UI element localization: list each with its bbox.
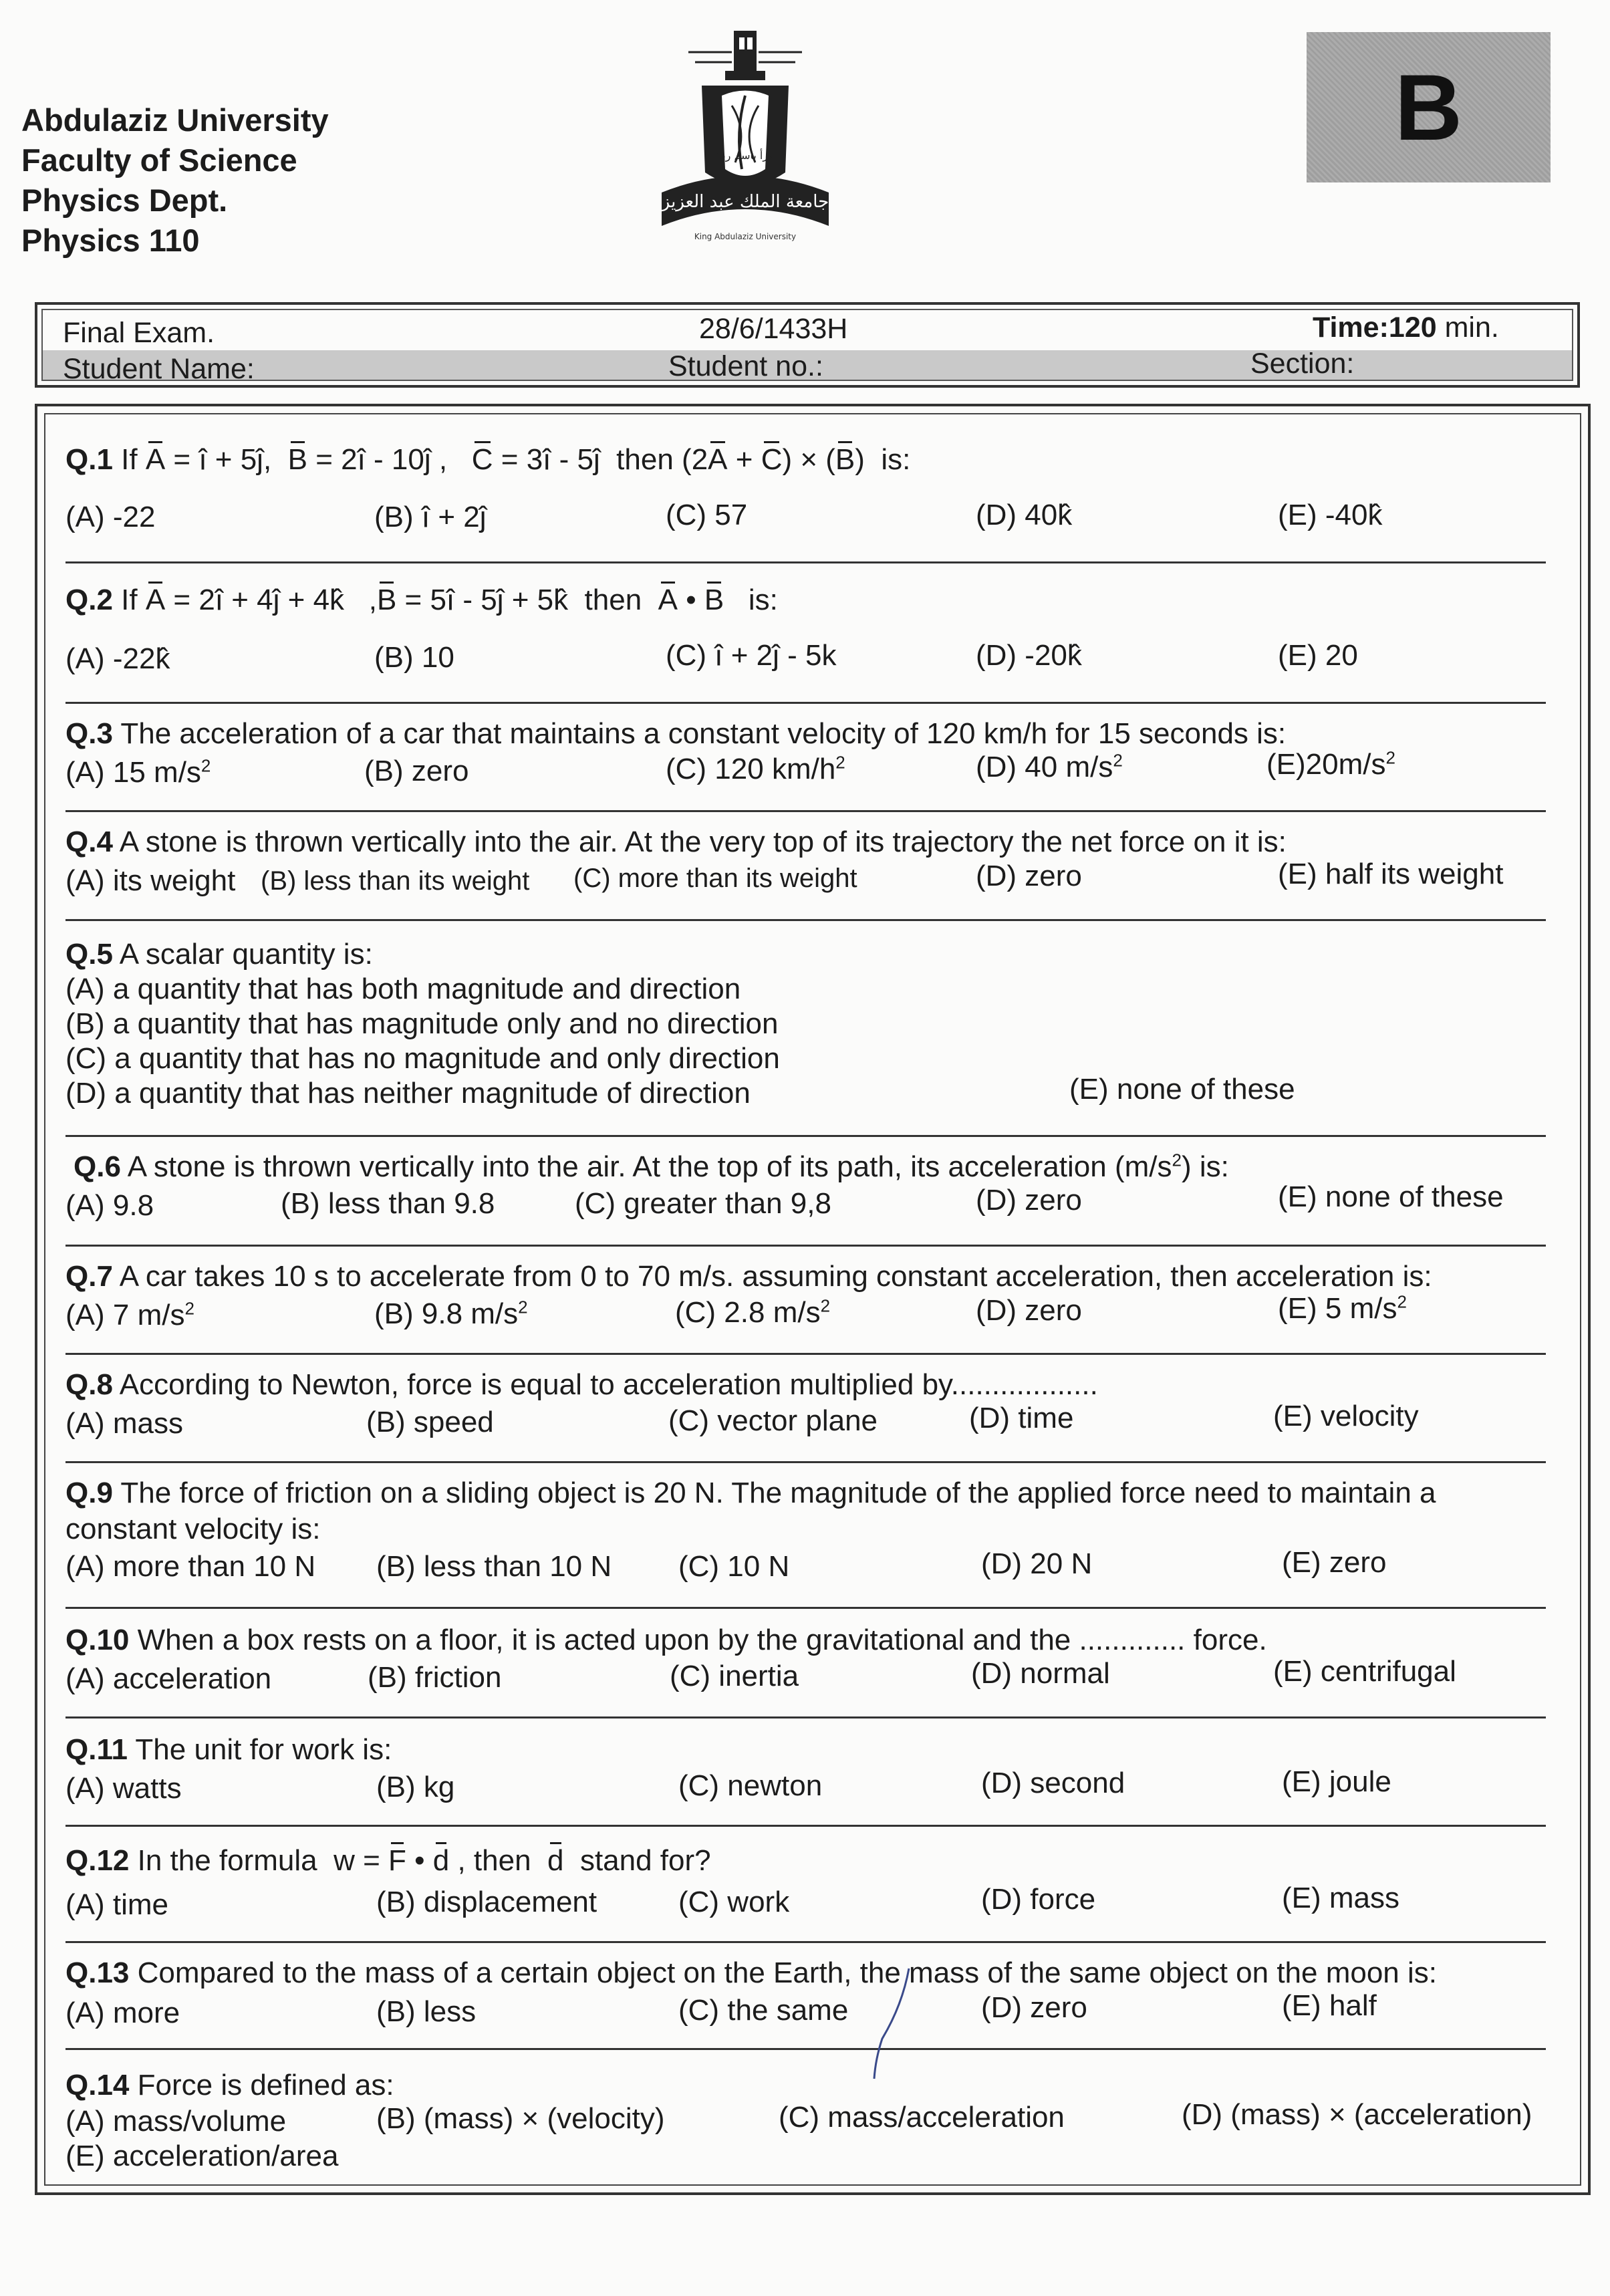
question-2-number: Q.2 (65, 584, 113, 616)
question-9-stem (65, 1476, 1436, 1511)
question-11-text: The unit for work is: (135, 1733, 392, 1766)
question-10-option-a[interactable]: (A) acceleration (65, 1662, 272, 1695)
question-14-stem (65, 2068, 394, 2103)
separator-6 (65, 1245, 1546, 1247)
question-3-number: Q.3 (65, 717, 113, 750)
question-2-option-c[interactable]: (C) î + 2ĵ - 5k (666, 639, 837, 672)
question-14-option-b[interactable]: (B) (mass) × (velocity) (376, 2102, 665, 2135)
question-5-option-b[interactable]: (B) a quantity that has magnitude only and no direction (65, 1007, 779, 1040)
question-4-text: A stone is thrown vertically into the air. At the very top of its trajectory the net force on it is: (119, 825, 1287, 858)
question-10-option-e[interactable]: (E) centrifugal (1273, 1655, 1456, 1688)
question-7-option-c[interactable] (675, 1295, 830, 1330)
pen-mark (862, 1965, 922, 2085)
question-11-option-a[interactable]: (A) watts (65, 1772, 182, 1805)
question-12-option-a[interactable]: (A) time (65, 1888, 168, 1921)
exam-time (1313, 311, 1499, 344)
question-2-option-a[interactable]: (A) -22k̂ (65, 642, 170, 675)
question-7-option-c-text: (C) 2.8 m/s (675, 1296, 821, 1329)
question-7-stem (65, 1259, 1432, 1294)
exam-info-inner (41, 309, 1573, 385)
question-13-option-a[interactable]: (A) more (65, 1997, 180, 2029)
question-10-number: Q.10 (65, 1624, 130, 1656)
question-12-option-c[interactable]: (C) work (678, 1886, 790, 1918)
question-9-number: Q.9 (65, 1477, 113, 1509)
exam-time-label: Time: (1313, 311, 1389, 344)
question-13-stem (65, 1956, 1437, 1991)
question-12-option-e[interactable]: (E) mass (1282, 1882, 1399, 1914)
department-name: Physics Dept. (21, 182, 228, 218)
question-5-text: A scalar quantity is: (119, 938, 373, 971)
question-9-text: The force of friction on a sliding object is 20 N. The magnitude of the applied force need to maintain a (120, 1477, 1436, 1509)
question-3-option-c[interactable] (666, 752, 845, 787)
question-14-option-e[interactable]: (E) acceleration/area (65, 2140, 339, 2172)
question-8-option-b[interactable]: (B) speed (366, 1406, 494, 1438)
question-14-text: Force is defined as: (137, 2069, 394, 2101)
institution-header (21, 100, 329, 261)
university-name: Abdulaziz University (21, 102, 329, 138)
question-7-option-d[interactable]: (D) zero (976, 1294, 1082, 1327)
exam-info-row-bottom (43, 348, 1572, 385)
superscript: 2 (518, 1297, 528, 1317)
question-3-option-a-text: (A) 15 m/s (65, 756, 201, 789)
question-13-option-c[interactable]: (C) the same (678, 1994, 849, 2027)
question-11-option-e[interactable]: (E) joule (1282, 1765, 1391, 1798)
question-1-option-a[interactable]: (A) -22 (65, 501, 156, 533)
question-12-option-b[interactable]: (B) displacement (376, 1886, 597, 1918)
question-10-option-c[interactable]: (C) inertia (670, 1660, 799, 1692)
section-label: Section: (1250, 348, 1355, 380)
question-3-stem (65, 717, 1286, 751)
separator-4 (65, 919, 1546, 921)
question-9-option-a[interactable]: (A) more than 10 N (65, 1550, 316, 1583)
question-8-number: Q.8 (65, 1368, 113, 1401)
superscript: 2 (1385, 747, 1395, 768)
question-13-option-d[interactable]: (D) zero (981, 1991, 1087, 2024)
logo-arabic-text: جامعة الملك عبد العزيز (661, 192, 829, 212)
question-3-option-d[interactable] (976, 750, 1123, 785)
question-11-option-c[interactable]: (C) newton (678, 1769, 823, 1802)
exam-time-value: 120 (1388, 311, 1437, 344)
question-9-stem-line2: constant velocity is: (65, 1513, 321, 1545)
question-7-option-a-text: (A) 7 m/s (65, 1299, 185, 1331)
exam-time-unit: min. (1444, 311, 1499, 344)
question-13-option-e[interactable]: (E) half (1282, 1989, 1377, 2022)
question-14-option-a[interactable]: (A) mass/volume (65, 2105, 287, 2138)
question-2-option-b[interactable]: (B) 10 (374, 641, 454, 674)
question-5-number: Q.5 (65, 938, 113, 971)
question-11-stem (65, 1733, 392, 1767)
question-3-option-b[interactable]: (B) zero (364, 755, 469, 787)
question-1-stem: Q.1 If A = î + 5ĵ, B = 2î - 10ĵ , C = 3î - 5ĵ then (2A + C) × (B) is: (65, 443, 911, 476)
superscript: 2 (1397, 1291, 1407, 1312)
question-8-text: According to Newton, force is equal to acceleration multiplied by.................. (119, 1368, 1098, 1401)
question-6-option-a[interactable]: (A) 9.8 (65, 1189, 154, 1222)
question-14-option-c[interactable]: (C) mass/acceleration (779, 2101, 1065, 2134)
separator-5 (65, 1135, 1546, 1137)
question-2-option-e[interactable]: (E) 20 (1278, 639, 1358, 672)
question-5-option-c[interactable]: (C) a quantity that has no magnitude and only direction (65, 1042, 780, 1075)
question-4-option-c[interactable]: (C) more than its weight (573, 864, 857, 893)
question-13-option-b[interactable]: (B) less (376, 1995, 477, 2028)
question-2-option-d[interactable]: (D) -20k̂ (976, 639, 1082, 672)
question-6-stem (74, 1150, 1229, 1184)
question-5-option-a[interactable]: (A) a quantity that has both magnitude and direction (65, 973, 741, 1005)
separator-13 (65, 2048, 1546, 2050)
question-6-number: Q.6 (74, 1150, 121, 1183)
faculty-name: Faculty of Science (21, 142, 297, 178)
separator-7 (65, 1353, 1546, 1355)
question-2-stem: Q.2 If A = 2î + 4ĵ + 4k̂ ,B = 5î - 5ĵ + 5k̂ then A • B is: (65, 584, 778, 616)
question-5-option-d[interactable]: (D) a quantity that has neither magnitude of direction (65, 1077, 751, 1110)
question-8-option-c[interactable]: (C) vector plane (668, 1404, 878, 1437)
question-7-option-b[interactable] (374, 1297, 528, 1331)
question-14-option-d[interactable]: (D) (mass) × (acceleration) (1182, 2098, 1532, 2131)
question-8-option-d[interactable]: (D) time (969, 1402, 1074, 1434)
question-5-stem (65, 937, 373, 972)
university-logo (648, 25, 842, 273)
question-11-option-d[interactable]: (D) second (981, 1767, 1125, 1799)
question-1-option-e[interactable]: (E) -40k̂ (1278, 499, 1383, 531)
separator-11 (65, 1825, 1546, 1827)
question-6-text-end: ) is: (1181, 1150, 1229, 1183)
question-9-option-b[interactable]: (B) less than 10 N (376, 1550, 612, 1583)
question-13-number: Q.13 (65, 1956, 130, 1989)
separator-2 (65, 702, 1546, 704)
superscript: 2 (835, 752, 845, 773)
question-1-number: Q.1 (65, 443, 113, 476)
superscript: 2 (1113, 750, 1123, 771)
question-7-option-e[interactable] (1278, 1291, 1407, 1326)
question-4-option-d[interactable]: (D) zero (976, 860, 1082, 892)
question-4-option-a[interactable]: (A) its weight (65, 864, 236, 897)
question-4-number: Q.4 (65, 825, 113, 858)
question-9-option-c[interactable]: (C) 10 N (678, 1550, 790, 1583)
question-12-option-d[interactable]: (D) force (981, 1883, 1096, 1916)
superscript: 2 (820, 1295, 831, 1316)
exam-info-row-top (43, 310, 1572, 350)
separator-8 (65, 1461, 1546, 1463)
question-6-option-c[interactable]: (C) greater than 9,8 (575, 1187, 831, 1220)
separator-12 (65, 1941, 1546, 1943)
question-1-option-c[interactable]: (C) 57 (666, 499, 748, 531)
exam-info-box (35, 302, 1580, 388)
exam-version-badge (1307, 32, 1551, 182)
question-10-option-b[interactable]: (B) friction (368, 1661, 502, 1694)
question-1-option-d[interactable]: (D) 40k̂ (976, 499, 1073, 531)
question-8-stem (65, 1368, 1098, 1402)
question-7-text: A car takes 10 s to accelerate from 0 to 70 m/s. assuming constant acceleration, then acceleration is: (119, 1260, 1432, 1293)
question-7-number: Q.7 (65, 1260, 113, 1293)
exam-title: Final Exam. (63, 317, 215, 349)
question-3-option-e[interactable] (1266, 747, 1395, 782)
question-9-option-e[interactable]: (E) zero (1282, 1546, 1387, 1579)
question-4-option-b[interactable]: (B) less than its weight (261, 866, 530, 896)
question-6-option-d[interactable]: (D) zero (976, 1184, 1082, 1217)
student-number-label: Student no.: (668, 350, 823, 382)
question-3-option-c-text: (C) 120 km/h (666, 753, 836, 785)
question-11-option-b[interactable]: (B) kg (376, 1771, 455, 1803)
question-8-option-a[interactable]: (A) mass (65, 1407, 183, 1440)
question-12-stem: Q.12 In the formula w = F • d , then d stand for? (65, 1844, 711, 1877)
exam-date: 28/6/1433H (699, 313, 848, 345)
question-10-stem (65, 1623, 1267, 1658)
superscript: 2 (1172, 1150, 1182, 1170)
student-name-label: Student Name: (63, 353, 255, 385)
question-3-option-d-text: (D) 40 m/s (976, 751, 1113, 783)
question-3-option-e-text: (E)20m/s (1266, 748, 1386, 781)
question-14-number: Q.14 (65, 2069, 130, 2101)
question-6-option-e[interactable]: (E) none of these (1278, 1180, 1504, 1213)
question-5-option-e[interactable]: (E) none of these (1069, 1073, 1295, 1106)
separator-1 (65, 561, 1546, 563)
logo-english-text: King Abdulaziz University (694, 232, 797, 241)
separator-10 (65, 1716, 1546, 1718)
logo-motto-text: اقرأ باسم ربك (713, 149, 777, 162)
question-11-number: Q.11 (65, 1733, 128, 1766)
question-10-text: When a box rests on a floor, it is acted upon by the gravitational and the ............. force. (137, 1624, 1267, 1656)
question-3-option-a[interactable] (65, 755, 211, 790)
question-7-option-b-text: (B) 9.8 m/s (374, 1297, 519, 1330)
question-9-option-d[interactable]: (D) 20 N (981, 1547, 1093, 1580)
question-8-option-e[interactable]: (E) velocity (1273, 1400, 1419, 1432)
question-12-number: Q.12 (65, 1844, 130, 1877)
exam-version-letter: B (1394, 54, 1463, 160)
question-6-text: A stone is thrown vertically into the air. At the top of its path, its acceleration (m/s (127, 1150, 1172, 1183)
question-7-option-e-text: (E) 5 m/s (1278, 1292, 1397, 1325)
question-4-option-e[interactable]: (E) half its weight (1278, 858, 1504, 890)
question-1-option-b[interactable]: (B) î + 2ĵ (374, 501, 487, 533)
question-3-text: The acceleration of a car that maintains a constant velocity of 120 km/h for 15 seconds is: (120, 717, 1287, 750)
question-10-option-d[interactable]: (D) normal (971, 1657, 1110, 1690)
superscript: 2 (184, 1298, 194, 1319)
separator-3 (65, 810, 1546, 812)
question-6-option-b[interactable]: (B) less than 9.8 (281, 1187, 495, 1220)
question-13-text: Compared to the mass of a certain object on the Earth, the mass of the same object on the moon is: (137, 1956, 1438, 1989)
course-name: Physics 110 (21, 223, 200, 258)
question-7-option-a[interactable] (65, 1298, 194, 1333)
question-4-stem (65, 825, 1287, 860)
separator-9 (65, 1607, 1546, 1609)
superscript: 2 (200, 755, 211, 776)
